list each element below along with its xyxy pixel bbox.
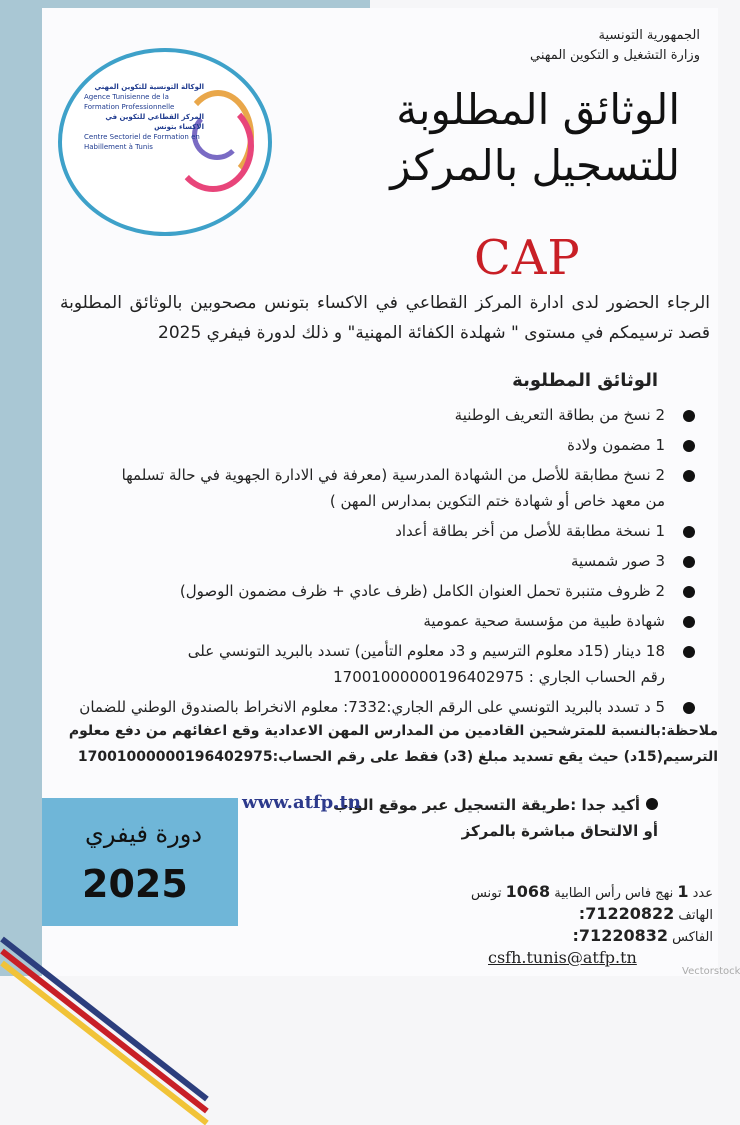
registration-method: [333, 792, 658, 844]
confirm-line-2: أو الالتحاق مباشرة بالمركز: [461, 822, 658, 840]
document-item-text: 2 نسخ من بطاقة التعريف الوطنية: [454, 406, 665, 424]
center-logo: [58, 48, 272, 236]
website-link[interactable]: www.atfp.tn: [242, 792, 361, 813]
session-box: [42, 798, 238, 926]
logo-agency-ar: الوكالة التونسية للتكوين المهني: [94, 83, 204, 91]
document-item-text: 1 نسخة مطابقة للأصل من أخر بطاقة أعداد: [395, 522, 665, 540]
title-line-2: للتسجيل بالمركز: [390, 141, 680, 190]
background-blue-strip: [0, 0, 42, 976]
cap-heading: CAP: [474, 230, 581, 286]
logo-agency-fr: Agence Tunisienne de la Formation Professionnelle: [84, 93, 175, 111]
address-line: [437, 882, 713, 904]
bullet-icon: [683, 616, 695, 628]
watermark: Vectorstock: [682, 966, 740, 977]
address-prefix: عدد: [692, 886, 713, 901]
bullet-icon: [683, 526, 695, 538]
logo-center-ar: المركز القطاعي للتكوين في الاكساء بتونس: [105, 113, 204, 131]
intro-paragraph: الرجاء الحضور لدى ادارة المركز القطاعي في الاكساء بتونس مصحوبين بالوثائق المطلوبة قصد ترسيمكم في مستوى " شهلدة الكفائة المهنية" و ذلك لدورة فيفري 2025: [60, 293, 710, 343]
document-item-text: شهادة طبية من مؤسسة صحية عمومية: [423, 612, 665, 630]
logo-text: [84, 82, 204, 152]
session-year: 2025: [82, 862, 188, 906]
document-item-text: 1 مضمون ولادة: [567, 436, 665, 454]
document-item: [60, 518, 695, 544]
confirm-line-1: أكيد جدا :طريقة التسجيل عبر موقع الواب: [333, 796, 640, 814]
address-city: تونس: [470, 886, 502, 901]
contact-block: [437, 882, 713, 948]
ministry-header: [474, 22, 706, 70]
document-item: [60, 578, 695, 604]
postal-code: 1068: [505, 882, 551, 901]
document-item-text: 2 ظروف متنبرة تحمل العنوان الكامل (ظرف عادي + ظرف مضمون الوصول): [179, 582, 665, 600]
bullet-icon: [683, 470, 695, 482]
phone-line: [437, 904, 713, 926]
document-item: [60, 548, 695, 574]
bullet-icon: [683, 556, 695, 568]
document-item: [60, 608, 695, 634]
title-line-1: الوثائق المطلوبة: [396, 85, 680, 134]
bullet-icon: [683, 440, 695, 452]
document-item: [60, 432, 695, 458]
document-item-text: 18 دينار (15د معلوم الترسيم و 3د معلوم التأمين) تسدد بالبريد التونسي على: [187, 642, 665, 660]
bullet-icon: [646, 798, 658, 810]
phone-label: الهاتف: [678, 908, 713, 923]
bullet-icon: [683, 702, 695, 714]
fax-label: الفاكس: [672, 930, 713, 945]
poster-card: [42, 8, 740, 977]
page-title: [340, 82, 680, 194]
email-link[interactable]: csfh.tunis@atfp.tn: [488, 948, 637, 967]
ministry-line: وزارة التشغيل و التكوين المهني: [530, 48, 700, 63]
note-block: [42, 718, 718, 770]
documents-list: [60, 402, 695, 724]
fax-number: 71220832:: [572, 926, 668, 945]
note-line-1: ملاحظة:بالنسبة للمترشحين القادمين من المدارس المهن الاعدادية وقع اعفائهم من دفع معلوم: [68, 723, 718, 739]
required-docs-heading: الوثائق المطلوبة: [512, 370, 658, 391]
address-street: نهج فاس رأس الطابية: [554, 886, 674, 901]
fax-line: [437, 926, 713, 948]
document-item-text: 2 نسخ مطابقة للأصل من الشهادة المدرسية (معرفة في الادارة الجهوية في حالة تسلمها: [121, 466, 665, 484]
document-item: [60, 638, 695, 690]
note-line-2: الترسيم(15د) حيث يقع تسديد مبلغ (3د) فقط على رقم الحساب:17001000000196402975: [77, 749, 718, 765]
document-item-text: 3 صور شمسية: [570, 552, 665, 570]
document-item: [60, 462, 695, 514]
document-item: [60, 402, 695, 428]
phone-number: 71220822:: [578, 904, 675, 923]
session-label: دورة فيفري: [85, 820, 202, 848]
bullet-icon: [683, 410, 695, 422]
document-item: [60, 694, 695, 720]
bullet-icon: [683, 586, 695, 598]
logo-center-fr: Centre Sectoriel de Formation en Habillement à Tunis: [84, 133, 200, 151]
republic-line: الجمهورية التونسية: [598, 28, 700, 43]
document-item-text: من معهد خاص أو شهادة ختم التكوين بمدارس المهن ): [329, 492, 665, 510]
bullet-icon: [683, 646, 695, 658]
document-item-text: رقم الحساب الجاري : 17001000000196402975: [333, 668, 665, 686]
document-item-text: 5 د تسدد بالبريد التونسي على الرقم الجاري:7332: معلوم الانخراط بالصندوق الوطني للضمان: [79, 698, 665, 716]
address-number: 1: [677, 882, 689, 901]
